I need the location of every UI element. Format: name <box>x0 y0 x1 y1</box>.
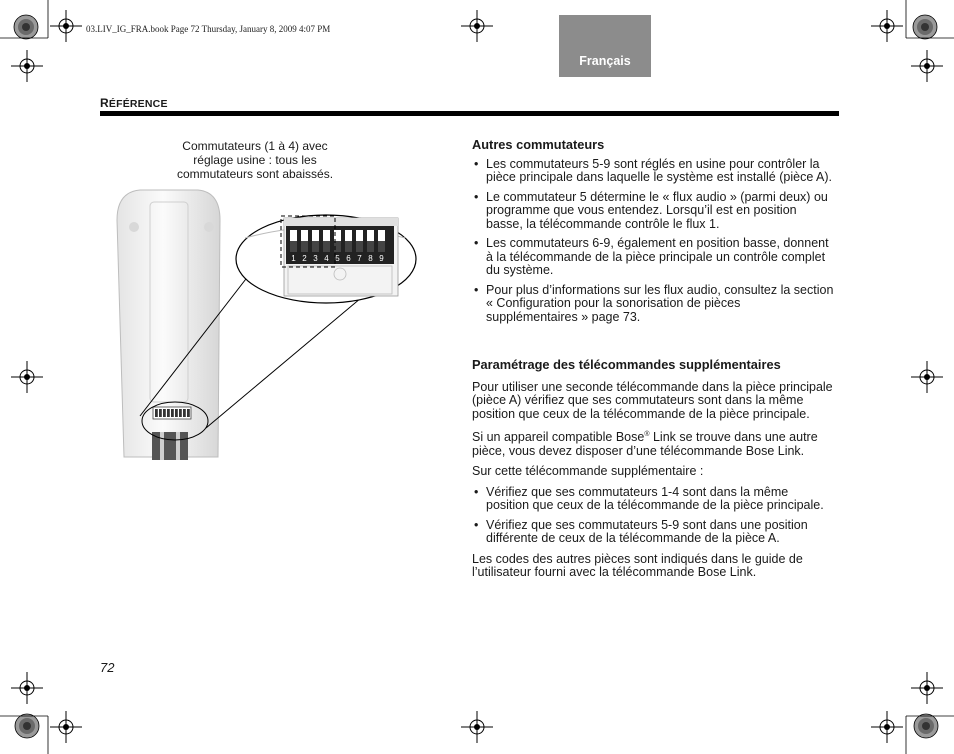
remote-bottom-slot <box>152 432 188 460</box>
list-item: • Vérifiez que ses commutateurs 1-4 sont dans la même position que ceux de la télécommande de la pièce principale. <box>472 486 834 513</box>
crosshair-icon <box>11 361 43 393</box>
bose-text-post: Link se trouve dans une autre pièce, vous devez disposer d’une télécommande Bose Link. <box>472 430 818 458</box>
page-number: 72 <box>100 660 115 675</box>
extra-remotes-section <box>472 358 834 580</box>
language-tab: Français <box>559 15 651 77</box>
figure-callout: Commutateurs (1 à 4) avec réglage usine : tous les commutateurs sont abaissés. <box>176 139 334 181</box>
section-title-initial: R <box>100 96 109 110</box>
color-bar-icon-br <box>914 714 938 738</box>
paragraph: Sur cette télécommande supplémentaire : <box>472 464 704 479</box>
crosshair-icon <box>50 10 82 42</box>
list-item: • Pour plus d’informations sur les flux audio, consultez la section « Configuration pour la sonorisation de pièces supplémentaires » page 73. <box>472 284 834 325</box>
registered-mark: ® <box>644 431 650 438</box>
other-switches-section <box>472 138 834 324</box>
section-title-rest: ÉFÉRENCE <box>108 98 168 110</box>
list-item: • Le commutateur 5 détermine le « flux audio » (parmi deux) ou programme que vous entendez. Lorsqu’il est en position basse, la télécommande contrôle le flux 1. <box>472 191 834 232</box>
crosshair-icon <box>50 711 82 743</box>
extra-remotes-heading: Paramétrage des télécommandes supplémentaires <box>472 357 781 372</box>
switch-number: 7 <box>357 254 362 263</box>
crosshair-icon <box>871 711 903 743</box>
color-bar-icon-bl <box>15 714 39 738</box>
paragraph: Pour utiliser une seconde télécommande dans la pièce principale (pièce A) vérifiez que ses commutateurs sont dans la même position que ceux de la télécommande de la pièce principale. <box>472 379 833 421</box>
paragraph: Les codes des autres pièces sont indiqués dans le guide de l’utilisateur fourni avec la télécommande Bose Link. <box>472 551 803 580</box>
crosshair-icon <box>911 672 943 704</box>
crosshair-icon <box>871 10 903 42</box>
switch-number: 1 <box>291 254 296 263</box>
crosshair-icon <box>461 711 493 743</box>
switch-number: 2 <box>302 254 307 263</box>
crosshair-icon <box>11 672 43 704</box>
switch-number: 6 <box>346 254 351 263</box>
crosshair-icon <box>461 10 493 42</box>
extra-remotes-list <box>472 486 834 546</box>
button-left-icon <box>129 222 139 232</box>
other-switches-list <box>472 158 834 325</box>
list-item: • Les commutateurs 6-9, également en position basse, donnent à la télécommande de la pièce principale un contrôle complet du système. <box>472 237 834 278</box>
bose-text-pre: Si un appareil compatible Bose <box>472 430 645 445</box>
list-item: • Vérifiez que ses commutateurs 5-9 sont dans une position différente de ceux de la télécommande de la pièce A. <box>472 519 834 546</box>
crosshair-icon <box>11 50 43 82</box>
header-rule <box>100 111 839 116</box>
paragraph <box>472 428 834 458</box>
switch-number: 3 <box>313 254 318 263</box>
remote-illustration <box>100 180 430 465</box>
other-switches-heading: Autres commutateurs <box>472 137 605 152</box>
switch-number: 9 <box>379 254 384 263</box>
section-title <box>100 96 168 110</box>
crosshair-icon <box>911 361 943 393</box>
switch-number: 4 <box>324 254 329 263</box>
switch-number: 8 <box>368 254 373 263</box>
file-slug: 03.LIV_IG_FRA.book Page 72 Thursday, January 8, 2009 4:07 PM <box>86 24 331 34</box>
switch-number: 5 <box>335 254 340 263</box>
button-right-icon <box>204 222 214 232</box>
color-bar-icon-tr <box>913 15 937 39</box>
list-item: • Les commutateurs 5-9 sont réglés en usine pour contrôler la pièce principale dans laquelle le système est installé (pièce A). <box>472 158 834 185</box>
crosshair-icon <box>911 50 943 82</box>
color-bar-icon-tl <box>14 15 38 39</box>
